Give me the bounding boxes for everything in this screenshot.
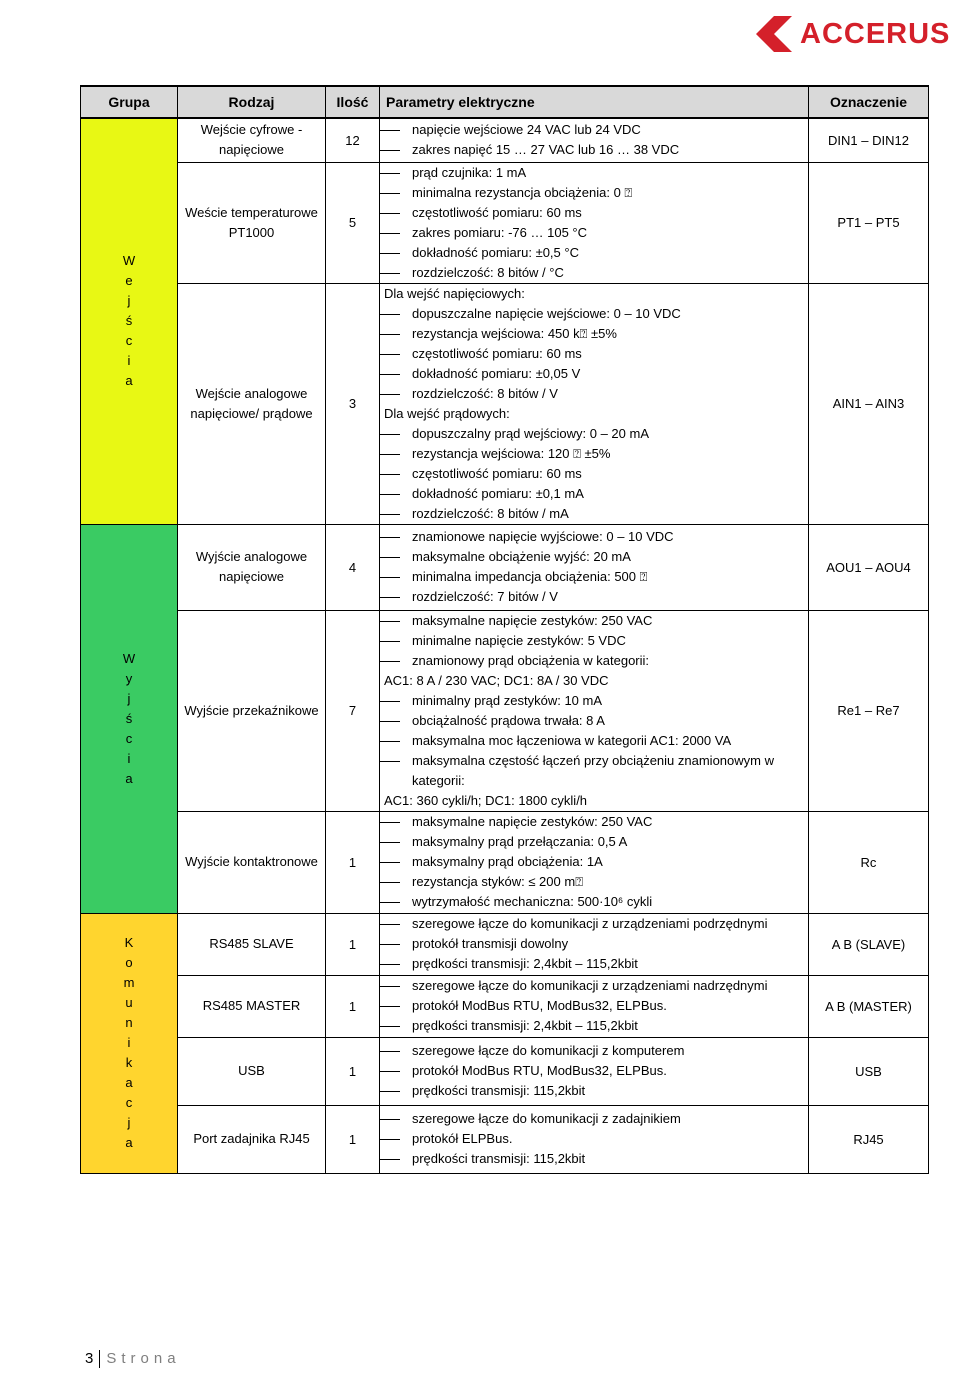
group-letter: W — [122, 253, 136, 269]
params-list — [380, 163, 808, 283]
table-row — [81, 610, 929, 811]
group-letter: j — [127, 293, 131, 309]
param-item: AC1: 360 cykli/h; DC1: 1800 cykli/h — [384, 792, 588, 808]
group-letter: k — [125, 1055, 133, 1070]
oznaczenie-cell: DIN1 – DIN12 — [809, 118, 929, 162]
params-cell — [380, 610, 809, 811]
param-item: dopuszczalny prąd wejściowy: 0 – 20 mA — [380, 424, 808, 444]
param-item: dokładność pomiaru: ±0,5 °C — [380, 243, 808, 263]
param-item: Dla wejść prądowych: — [384, 405, 510, 421]
param-item: maksymalny prąd przełączania: 0,5 A — [380, 832, 808, 852]
ilosc-cell: 7 — [326, 610, 380, 811]
param-item: rezystancja styków: ≤ 200 m⍰ — [380, 872, 808, 892]
param-item: rezystancja wejściowa: 120 ⍰ ±5% — [380, 444, 808, 464]
params-cell — [380, 283, 809, 524]
oznaczenie-cell: Re1 – Re7 — [809, 610, 929, 811]
group-letter: c — [125, 1095, 133, 1110]
rodzaj-cell: Weście temperaturowe PT1000 — [178, 162, 326, 283]
oznaczenie-cell: PT1 – PT5 — [809, 162, 929, 283]
param-item: maksymalne obciążenie wyjść: 20 mA — [380, 547, 808, 567]
params-list — [380, 1041, 808, 1101]
param-item: szeregowe łącze do komunikacji z komputerem — [380, 1041, 808, 1061]
params-cell — [380, 524, 809, 610]
group-letter: a — [125, 1135, 133, 1150]
header-oznaczenie: Oznaczenie — [809, 86, 929, 118]
group-letter: K — [124, 935, 134, 950]
param-item: znamionowe napięcie wyjściowe: 0 – 10 VDC — [380, 527, 808, 547]
page-label: Strona — [106, 1350, 181, 1367]
group-letter: i — [127, 353, 131, 369]
param-item: rozdzielczość: 8 bitów / V — [380, 384, 808, 404]
rodzaj-cell: Wyjście przekaźnikowe — [178, 610, 326, 811]
param-item: częstotliwość pomiaru: 60 ms — [380, 464, 808, 484]
table-row — [81, 118, 929, 162]
param-item: minimalna rezystancja obciążenia: 0 ⍰ — [380, 183, 808, 203]
params-cell — [380, 162, 809, 283]
param-item: protokół transmisji dowolny — [380, 934, 808, 954]
group-letter: n — [125, 1015, 133, 1030]
params-list — [380, 812, 808, 912]
param-item: częstotliwość pomiaru: 60 ms — [380, 203, 808, 223]
param-item: prąd czujnika: 1 mA — [380, 163, 808, 183]
ilosc-cell: 4 — [326, 524, 380, 610]
param-item: maksymalne napięcie zestyków: 250 VAC — [380, 812, 808, 832]
param-item: zakres pomiaru: -76 … 105 °C — [380, 223, 808, 243]
logo-text: ACCERUS — [800, 18, 951, 50]
param-item: minimalne napięcie zestyków: 5 VDC — [380, 631, 808, 651]
params-cell — [380, 118, 809, 162]
param-item: minimalna impedancja obciążenia: 500 ⍰ — [380, 567, 808, 587]
param-item: maksymalna moc łączeniowa w kategorii AC1: 2000 VA — [380, 731, 808, 751]
group-letter: c — [125, 333, 133, 349]
param-item: znamionowy prąd obciążenia w kategorii: — [380, 651, 808, 671]
oznaczenie-cell: RJ45 — [809, 1105, 929, 1173]
params-cell — [380, 975, 809, 1037]
header-grupa: Grupa — [81, 86, 178, 118]
params-list — [380, 284, 808, 524]
param-item: AC1: 8 A / 230 VAC; DC1: 8A / 30 VDC — [384, 672, 609, 688]
group-letter: W — [122, 650, 136, 666]
header-rodzaj: Rodzaj — [178, 86, 326, 118]
table-row — [81, 811, 929, 913]
oznaczenie-cell: USB — [809, 1037, 929, 1105]
group-letter: ś — [125, 313, 133, 329]
param-item: prędkości transmisji: 115,2kbit — [380, 1149, 808, 1169]
page-number: 3 — [85, 1350, 94, 1367]
group-letter: m — [123, 975, 135, 990]
oznaczenie-cell: A B (SLAVE) — [809, 913, 929, 975]
params-list — [380, 120, 808, 160]
group-cell-wyjscia — [81, 524, 178, 913]
param-item: protokół ModBus RTU, ModBus32, ELPBus. — [380, 1061, 808, 1081]
oznaczenie-cell: AIN1 – AIN3 — [809, 283, 929, 524]
group-letter: u — [125, 995, 133, 1010]
table-row — [81, 1037, 929, 1105]
param-item: szeregowe łącze do komunikacji z urządzeniami nadrzędnymi — [380, 976, 808, 996]
rodzaj-cell: USB — [178, 1037, 326, 1105]
oznaczenie-cell: AOU1 – AOU4 — [809, 524, 929, 610]
table-row — [81, 975, 929, 1037]
param-item: maksymalne napięcie zestyków: 250 VAC — [380, 611, 808, 631]
group-letter: i — [127, 1035, 131, 1050]
ilosc-cell: 1 — [326, 975, 380, 1037]
table-row — [81, 524, 929, 610]
table-row — [81, 283, 929, 524]
header-parametry: Parametry elektryczne — [380, 86, 809, 118]
group-letter: j — [127, 1115, 131, 1130]
param-item: prędkości transmisji: 2,4kbit – 115,2kbit — [380, 1016, 808, 1036]
ilosc-cell: 12 — [326, 118, 380, 162]
param-item: obciążalność prądowa trwała: 8 A — [380, 711, 808, 731]
param-item: dopuszczalne napięcie wejściowe: 0 – 10 VDC — [380, 304, 808, 324]
table-row — [81, 913, 929, 975]
company-logo — [752, 12, 952, 56]
ilosc-cell: 1 — [326, 1105, 380, 1173]
group-letter: i — [127, 750, 131, 766]
params-list — [380, 611, 808, 811]
params-list — [380, 527, 808, 607]
spec-table — [80, 85, 929, 1174]
params-cell — [380, 811, 809, 913]
group-letter: a — [125, 770, 133, 786]
rodzaj-cell: Wejście analogowe napięciowe/ prądowe — [178, 283, 326, 524]
oznaczenie-cell: Rc — [809, 811, 929, 913]
footer-separator — [99, 1350, 100, 1368]
rodzaj-cell: Port zadajnika RJ45 — [178, 1105, 326, 1173]
params-list — [380, 1109, 808, 1169]
param-item: prędkości transmisji: 115,2kbit — [380, 1081, 808, 1101]
param-item: dokładność pomiaru: ±0,1 mA — [380, 484, 808, 504]
accerus-logo-icon — [752, 12, 796, 56]
param-item: rezystancja wejściowa: 450 k⍰ ±5% — [380, 324, 808, 344]
rodzaj-cell: RS485 SLAVE — [178, 913, 326, 975]
group-letter: y — [125, 670, 133, 686]
param-item: maksymalna częstość łączeń przy obciążeniu znamionowym w — [380, 751, 808, 771]
param-item: rozdzielczość: 8 bitów / °C — [380, 263, 808, 283]
table-row — [81, 1105, 929, 1173]
params-list — [380, 976, 808, 1036]
rodzaj-cell: Wyjście kontaktronowe — [178, 811, 326, 913]
group-letter: e — [125, 273, 133, 289]
param-item: Dla wejść napięciowych: — [384, 285, 525, 301]
param-item: napięcie wejściowe 24 VAC lub 24 VDC — [380, 120, 808, 140]
param-item: zakres napięć 15 … 27 VAC lub 16 … 38 VDC — [380, 140, 808, 160]
group-letter: o — [125, 955, 133, 970]
params-cell — [380, 1105, 809, 1173]
param-item: szeregowe łącze do komunikacji z zadajnikiem — [380, 1109, 808, 1129]
ilosc-cell: 3 — [326, 283, 380, 524]
group-letter: c — [125, 730, 133, 746]
param-item: szeregowe łącze do komunikacji z urządzeniami podrzędnymi — [380, 914, 808, 934]
param-item: kategorii: — [412, 772, 465, 788]
ilosc-cell: 5 — [326, 162, 380, 283]
param-item: wytrzymałość mechaniczna: 500·10⁶ cykli — [380, 892, 808, 912]
table-row — [81, 162, 929, 283]
params-cell — [380, 913, 809, 975]
rodzaj-cell: Wejście cyfrowe - napięciowe — [178, 118, 326, 162]
param-item: protokół ModBus RTU, ModBus32, ELPBus. — [380, 996, 808, 1016]
rodzaj-cell: Wyjście analogowe napięciowe — [178, 524, 326, 610]
header-row — [81, 86, 929, 118]
param-item: minimalny prąd zestyków: 10 mA — [380, 691, 808, 711]
param-item: częstotliwość pomiaru: 60 ms — [380, 344, 808, 364]
param-item: rozdzielczość: 8 bitów / mA — [380, 504, 808, 524]
params-list — [380, 914, 808, 974]
ilosc-cell: 1 — [326, 1037, 380, 1105]
group-cell-komunikacja — [81, 913, 178, 1173]
params-cell — [380, 1037, 809, 1105]
param-item: dokładność pomiaru: ±0,05 V — [380, 364, 808, 384]
param-item: protokół ELPBus. — [380, 1129, 808, 1149]
group-letter: a — [125, 1075, 133, 1090]
param-item: prędkości transmisji: 2,4kbit – 115,2kbit — [380, 954, 808, 974]
oznaczenie-cell: A B (MASTER) — [809, 975, 929, 1037]
header-ilosc: Ilość — [326, 86, 380, 118]
param-item: maksymalny prąd obciążenia: 1A — [380, 852, 808, 872]
group-letter: j — [127, 690, 131, 706]
ilosc-cell: 1 — [326, 811, 380, 913]
param-item: rozdzielczość: 7 bitów / V — [380, 587, 808, 607]
group-letter: ś — [125, 710, 133, 726]
group-cell-wejscia — [81, 118, 178, 524]
rodzaj-cell: RS485 MASTER — [178, 975, 326, 1037]
group-letter: a — [125, 373, 133, 389]
ilosc-cell: 1 — [326, 913, 380, 975]
page-footer — [85, 1350, 181, 1368]
